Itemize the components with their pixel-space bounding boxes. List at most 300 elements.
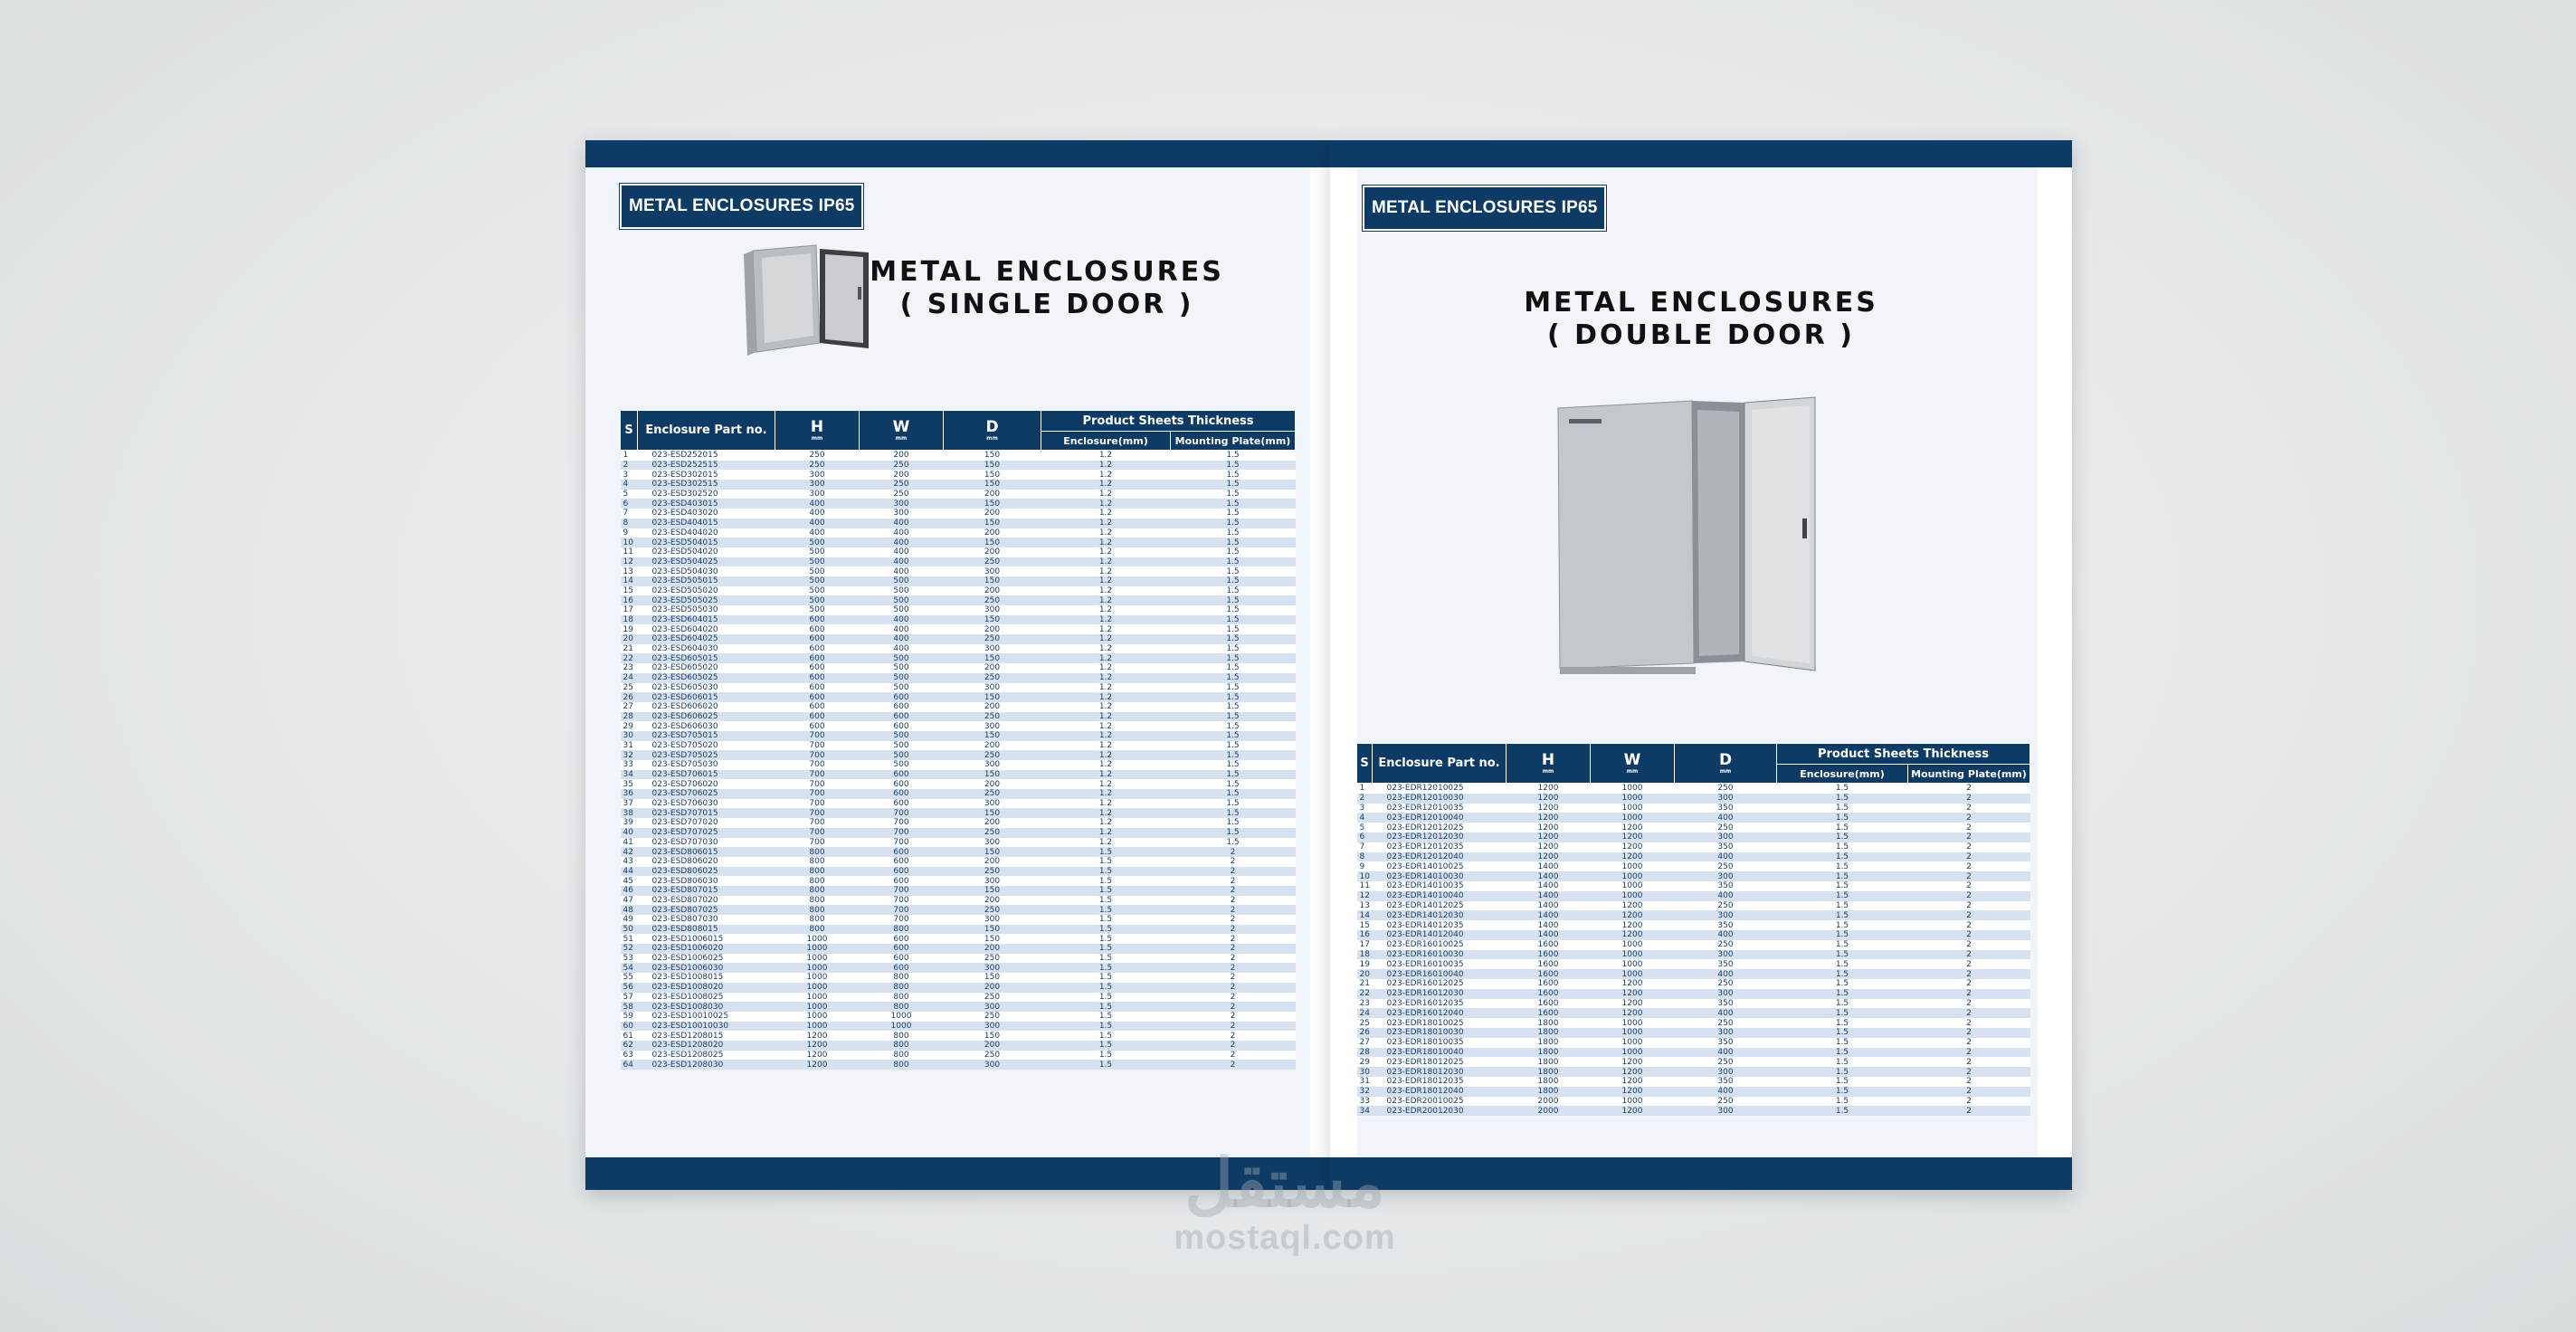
depth-value: 200 [944, 857, 1041, 867]
page-title [1466, 287, 1936, 352]
width-value: 400 [860, 519, 944, 528]
plate-thickness: 2 [1908, 861, 2030, 871]
depth-value: 300 [1675, 910, 1777, 920]
depth-value: 250 [944, 905, 1041, 915]
height-value: 1000 [775, 993, 860, 1003]
depth-value: 300 [944, 1002, 1041, 1012]
plate-thickness: 1.5 [1171, 721, 1296, 731]
watermark-url: mostaql.com [1174, 1219, 1396, 1257]
part-number: 023-ESD505025 [638, 595, 775, 605]
width-value: 1200 [1591, 852, 1675, 862]
row-index: 26 [621, 692, 638, 702]
row-index: 41 [621, 838, 638, 848]
width-value: 400 [860, 566, 944, 576]
plate-thickness: 2 [1171, 876, 1296, 886]
width-value: 700 [860, 838, 944, 848]
depth-value: 150 [944, 847, 1041, 857]
part-number: 023-ESD606025 [638, 712, 775, 722]
depth-value: 150 [944, 1031, 1041, 1041]
table-row [621, 566, 1296, 576]
plate-thickness: 2 [1908, 979, 2030, 989]
part-number: 023-ESD605025 [638, 673, 775, 683]
height-value: 1200 [775, 1031, 860, 1041]
height-value: 800 [775, 867, 860, 877]
height-value: 600 [775, 615, 860, 625]
plate-thickness: 1.5 [1171, 702, 1296, 712]
part-number: 023-EDR16010040 [1373, 969, 1507, 979]
table-row [621, 528, 1296, 538]
height-value: 1000 [775, 954, 860, 964]
part-number: 023-ESD1006015 [638, 934, 775, 944]
width-value: 1200 [1591, 842, 1675, 852]
width-value: 800 [860, 1041, 944, 1051]
height-value: 400 [775, 528, 860, 538]
w-label: W [1623, 751, 1641, 769]
width-value: 500 [860, 653, 944, 663]
row-index: 49 [621, 915, 638, 925]
enclosure-thickness: 1.5 [1777, 969, 1908, 979]
depth-value: 350 [1675, 999, 1777, 1009]
plate-thickness: 1.5 [1171, 644, 1296, 654]
part-number: 023-EDR18012040 [1373, 1087, 1507, 1097]
depth-value: 150 [944, 615, 1041, 625]
table-row [1357, 901, 2030, 911]
height-value: 1400 [1507, 891, 1591, 901]
table-row [621, 818, 1296, 828]
row-index: 57 [621, 993, 638, 1003]
width-value: 1000 [1591, 1038, 1675, 1048]
depth-value: 250 [1675, 1057, 1777, 1067]
depth-value: 200 [944, 663, 1041, 673]
plate-thickness: 2 [1908, 930, 2030, 940]
row-index: 1 [621, 451, 638, 461]
part-number: 023-ESD606020 [638, 702, 775, 712]
plate-thickness: 1.5 [1171, 470, 1296, 480]
plate-thickness: 1.5 [1171, 789, 1296, 799]
col-enclosure-header: Enclosure(mm) [1777, 765, 1908, 784]
row-index: 27 [1357, 1038, 1373, 1048]
part-number: 023-EDR14010025 [1373, 861, 1507, 871]
plate-thickness: 2 [1171, 896, 1296, 906]
plate-thickness: 1.5 [1171, 808, 1296, 818]
table-row [1357, 823, 2030, 832]
height-value: 1000 [775, 973, 860, 983]
row-index: 25 [621, 683, 638, 693]
width-value: 600 [860, 954, 944, 964]
table-row [621, 663, 1296, 673]
depth-value: 150 [944, 576, 1041, 586]
title-line-2: ( DOUBLE DOOR ) [1546, 319, 1855, 351]
enclosure-thickness: 1.2 [1041, 702, 1171, 712]
width-value: 400 [860, 547, 944, 557]
part-number: 023-ESD807025 [638, 905, 775, 915]
width-value: 1200 [1591, 920, 1675, 930]
table-row [621, 557, 1296, 567]
table-row [621, 1031, 1296, 1041]
row-index: 58 [621, 1002, 638, 1012]
plate-thickness: 2 [1171, 954, 1296, 964]
height-value: 700 [775, 750, 860, 760]
plate-thickness: 2 [1908, 1008, 2030, 1018]
depth-value: 250 [944, 712, 1041, 722]
plate-thickness: 2 [1171, 886, 1296, 896]
row-index: 40 [621, 828, 638, 838]
width-value: 400 [860, 644, 944, 654]
width-value: 1000 [1591, 1028, 1675, 1038]
enclosure-thickness: 1.2 [1041, 538, 1171, 547]
part-number: 023-EDR14012040 [1373, 930, 1507, 940]
width-value: 600 [860, 876, 944, 886]
part-number: 023-EDR14010040 [1373, 891, 1507, 901]
depth-value: 400 [1675, 813, 1777, 823]
enclosure-thickness: 1.2 [1041, 480, 1171, 490]
table-row [621, 1051, 1296, 1061]
row-index: 24 [621, 673, 638, 683]
part-number: 023-EDR18012030 [1373, 1067, 1507, 1077]
row-index: 62 [621, 1041, 638, 1051]
width-value: 600 [860, 847, 944, 857]
part-number: 023-EDR18010025 [1373, 1018, 1507, 1028]
part-number: 023-EDR12012035 [1373, 842, 1507, 852]
plate-thickness: 2 [1908, 1028, 2030, 1038]
plate-thickness: 2 [1171, 963, 1296, 973]
watermark-arabic: مستقل [1184, 1146, 1385, 1221]
top-band [1330, 140, 2072, 167]
part-number: 023-EDR18010030 [1373, 1028, 1507, 1038]
plate-thickness: 2 [1908, 842, 2030, 852]
plate-thickness: 2 [1908, 910, 2030, 920]
depth-value: 300 [944, 721, 1041, 731]
plate-thickness: 2 [1908, 1057, 2030, 1067]
d-label: D [985, 418, 999, 436]
enclosure-thickness: 1.5 [1777, 1028, 1908, 1038]
width-value: 500 [860, 731, 944, 741]
table-row [621, 673, 1296, 683]
enclosure-thickness: 1.2 [1041, 789, 1171, 799]
width-value: 700 [860, 828, 944, 838]
part-number: 023-ESD604025 [638, 634, 775, 644]
table-row [621, 1060, 1296, 1070]
row-index: 52 [621, 944, 638, 954]
part-number: 023-ESD707025 [638, 828, 775, 838]
enclosure-thickness: 1.5 [1041, 915, 1171, 925]
row-index: 27 [621, 702, 638, 712]
width-value: 1000 [1591, 940, 1675, 950]
height-value: 600 [775, 712, 860, 722]
row-index: 59 [621, 1012, 638, 1022]
enclosure-thickness: 1.2 [1041, 741, 1171, 751]
width-value: 800 [860, 1051, 944, 1061]
plate-thickness: 2 [1908, 920, 2030, 930]
enclosure-thickness: 1.5 [1777, 989, 1908, 999]
height-value: 400 [775, 499, 860, 509]
row-index: 33 [1357, 1097, 1373, 1107]
enclosure-thickness: 1.5 [1777, 1048, 1908, 1058]
part-number: 023-EDR16010035 [1373, 959, 1507, 969]
row-index: 6 [1357, 832, 1373, 842]
width-value: 1200 [1591, 1106, 1675, 1116]
height-value: 500 [775, 557, 860, 567]
width-value: 1200 [1591, 930, 1675, 940]
enclosure-thickness: 1.5 [1777, 930, 1908, 940]
row-index: 19 [621, 624, 638, 634]
height-value: 600 [775, 721, 860, 731]
width-value: 500 [860, 673, 944, 683]
table-row [621, 954, 1296, 964]
part-number: 023-ESD706015 [638, 770, 775, 780]
width-value: 1000 [1591, 950, 1675, 960]
part-number: 023-EDR16012035 [1373, 999, 1507, 1009]
depth-value: 300 [944, 605, 1041, 615]
height-value: 1600 [1507, 950, 1591, 960]
row-index: 7 [621, 509, 638, 519]
col-d-header [1675, 744, 1777, 784]
table-row [1357, 1077, 2030, 1087]
part-number: 023-ESD1006030 [638, 963, 775, 973]
table-row [621, 741, 1296, 751]
row-index: 53 [621, 954, 638, 964]
plate-thickness: 1.5 [1171, 799, 1296, 809]
enclosure-thickness: 1.5 [1777, 804, 1908, 813]
height-value: 600 [775, 624, 860, 634]
width-value: 1000 [1591, 891, 1675, 901]
height-value: 500 [775, 547, 860, 557]
part-number: 023-ESD505020 [638, 586, 775, 596]
part-number: 023-ESD808015 [638, 925, 775, 935]
height-value: 700 [775, 818, 860, 828]
width-value: 1000 [1591, 1018, 1675, 1028]
height-value: 1200 [1507, 852, 1591, 862]
width-value: 250 [860, 461, 944, 471]
depth-value: 250 [1675, 979, 1777, 989]
height-value: 300 [775, 480, 860, 490]
height-value: 1200 [775, 1041, 860, 1051]
table-row [1357, 1087, 2030, 1097]
enclosure-thickness: 1.5 [1777, 891, 1908, 901]
col-plate-header: Mounting Plate(mm) [1908, 765, 2030, 784]
enclosure-thickness: 1.2 [1041, 586, 1171, 596]
part-number: 023-ESD1208020 [638, 1041, 775, 1051]
width-value: 300 [860, 499, 944, 509]
row-index: 43 [621, 857, 638, 867]
part-number: 023-ESD504025 [638, 557, 775, 567]
width-value: 1200 [1591, 823, 1675, 832]
part-number: 023-EDR12010040 [1373, 813, 1507, 823]
depth-value: 250 [1675, 1097, 1777, 1107]
height-value: 1400 [1507, 901, 1591, 911]
width-value: 1200 [1591, 1057, 1675, 1067]
plate-thickness: 2 [1908, 832, 2030, 842]
row-index: 9 [621, 528, 638, 538]
w-label: W [892, 418, 910, 436]
plate-thickness: 2 [1171, 944, 1296, 954]
width-value: 400 [860, 624, 944, 634]
section-tag: METAL ENCLOSURES IP65 [620, 184, 863, 229]
height-value: 1000 [775, 1022, 860, 1032]
plate-thickness: 1.5 [1171, 779, 1296, 789]
depth-value: 150 [944, 925, 1041, 935]
width-value: 400 [860, 634, 944, 644]
table-row [1357, 999, 2030, 1009]
height-value: 1200 [1507, 832, 1591, 842]
enclosure-thickness: 1.5 [1777, 920, 1908, 930]
width-value: 1000 [1591, 1097, 1675, 1107]
part-number: 023-ESD1006025 [638, 954, 775, 964]
depth-value: 250 [944, 673, 1041, 683]
plate-thickness: 2 [1171, 915, 1296, 925]
single-door-spec-table [620, 410, 1296, 1070]
d-unit: mm [986, 435, 998, 442]
w-unit: mm [1626, 768, 1639, 775]
width-value: 1000 [860, 1022, 944, 1032]
width-value: 800 [860, 1031, 944, 1041]
width-value: 200 [860, 470, 944, 480]
height-value: 1800 [1507, 1057, 1591, 1067]
depth-value: 250 [1675, 861, 1777, 871]
part-number: 023-ESD403015 [638, 499, 775, 509]
height-value: 800 [775, 925, 860, 935]
col-s-header: S [621, 411, 638, 451]
table-row [1357, 1028, 2030, 1038]
width-value: 200 [860, 451, 944, 461]
depth-value: 150 [944, 731, 1041, 741]
row-index: 10 [621, 538, 638, 547]
plate-thickness: 1.5 [1171, 490, 1296, 500]
row-index: 4 [621, 480, 638, 490]
row-index: 33 [621, 760, 638, 770]
depth-value: 300 [944, 760, 1041, 770]
part-number: 023-ESD705015 [638, 731, 775, 741]
plate-thickness: 1.5 [1171, 818, 1296, 828]
table-row [621, 925, 1296, 935]
enclosure-thickness: 1.5 [1777, 950, 1908, 960]
depth-value: 150 [944, 653, 1041, 663]
depth-value: 400 [1675, 969, 1777, 979]
depth-value: 300 [944, 799, 1041, 809]
part-number: 023-ESD1008030 [638, 1002, 775, 1012]
plate-thickness: 1.5 [1171, 480, 1296, 490]
enclosure-thickness: 1.5 [1777, 861, 1908, 871]
double-door-rows [1357, 784, 2030, 1117]
plate-thickness: 2 [1908, 1067, 2030, 1077]
plate-thickness: 2 [1171, 1041, 1296, 1051]
col-part-header: Enclosure Part no. [1373, 744, 1507, 784]
plate-thickness: 1.5 [1171, 566, 1296, 576]
row-index: 37 [621, 799, 638, 809]
part-number: 023-ESD1208025 [638, 1051, 775, 1061]
w-unit: mm [895, 435, 908, 442]
row-index: 9 [1357, 861, 1373, 871]
enclosure-thickness: 1.2 [1041, 499, 1171, 509]
height-value: 400 [775, 519, 860, 528]
row-index: 17 [1357, 940, 1373, 950]
height-value: 500 [775, 586, 860, 596]
col-w-header [860, 411, 944, 451]
height-value: 1000 [775, 1002, 860, 1012]
part-number: 023-ESD404020 [638, 528, 775, 538]
row-index: 2 [621, 461, 638, 471]
table-row [1357, 969, 2030, 979]
enclosure-thickness: 1.5 [1041, 983, 1171, 993]
height-value: 1800 [1507, 1087, 1591, 1097]
col-w-header [1591, 744, 1675, 784]
row-index: 10 [1357, 871, 1373, 881]
enclosure-thickness: 1.2 [1041, 760, 1171, 770]
title-line-1: METAL ENCLOSURES [870, 256, 1224, 288]
plate-thickness: 2 [1908, 852, 2030, 862]
enclosure-thickness: 1.5 [1041, 993, 1171, 1003]
width-value: 600 [860, 934, 944, 944]
height-value: 800 [775, 896, 860, 906]
table-row [621, 779, 1296, 789]
table-row [1357, 910, 2030, 920]
part-number: 023-ESD504015 [638, 538, 775, 547]
row-index: 64 [621, 1060, 638, 1070]
depth-value: 250 [944, 828, 1041, 838]
depth-value: 300 [1675, 989, 1777, 999]
part-number: 023-EDR12012025 [1373, 823, 1507, 832]
part-number: 023-ESD404015 [638, 519, 775, 528]
height-value: 1000 [775, 934, 860, 944]
table-row [1357, 959, 2030, 969]
table-row [621, 886, 1296, 896]
depth-value: 350 [1675, 920, 1777, 930]
plate-thickness: 2 [1908, 1038, 2030, 1048]
table-row [621, 963, 1296, 973]
table-row [621, 624, 1296, 634]
part-number: 023-ESD1208015 [638, 1031, 775, 1041]
enclosure-thickness: 1.2 [1041, 595, 1171, 605]
depth-value: 200 [944, 702, 1041, 712]
height-value: 800 [775, 905, 860, 915]
row-index: 31 [1357, 1077, 1373, 1087]
height-value: 700 [775, 808, 860, 818]
plate-thickness: 2 [1908, 1087, 2030, 1097]
depth-value: 200 [944, 779, 1041, 789]
thickness-group-header: Product Sheets Thickness [1777, 744, 2030, 765]
title-line-2: ( SINGLE DOOR ) [899, 289, 1194, 320]
height-value: 600 [775, 683, 860, 693]
width-value: 500 [860, 586, 944, 596]
depth-value: 300 [1675, 794, 1777, 804]
table-row [621, 750, 1296, 760]
row-index: 32 [621, 750, 638, 760]
depth-value: 250 [1675, 1018, 1777, 1028]
enclosure-thickness: 1.5 [1041, 954, 1171, 964]
table-row [621, 480, 1296, 490]
plate-thickness: 1.5 [1171, 557, 1296, 567]
row-index: 4 [1357, 813, 1373, 823]
enclosure-thickness: 1.2 [1041, 461, 1171, 471]
depth-value: 250 [944, 789, 1041, 799]
table-row [1357, 852, 2030, 862]
table-row [621, 934, 1296, 944]
plate-thickness: 1.5 [1171, 586, 1296, 596]
plate-thickness: 2 [1908, 940, 2030, 950]
width-value: 1000 [1591, 871, 1675, 881]
depth-value: 200 [944, 983, 1041, 993]
row-index: 23 [1357, 999, 1373, 1009]
part-number: 023-ESD1008015 [638, 973, 775, 983]
table-row [621, 653, 1296, 663]
depth-value: 300 [1675, 1067, 1777, 1077]
plate-thickness: 2 [1908, 784, 2030, 794]
part-number: 023-ESD604020 [638, 624, 775, 634]
part-number: 023-ESD1006020 [638, 944, 775, 954]
table-row [1357, 813, 2030, 823]
width-value: 600 [860, 692, 944, 702]
height-value: 600 [775, 692, 860, 702]
